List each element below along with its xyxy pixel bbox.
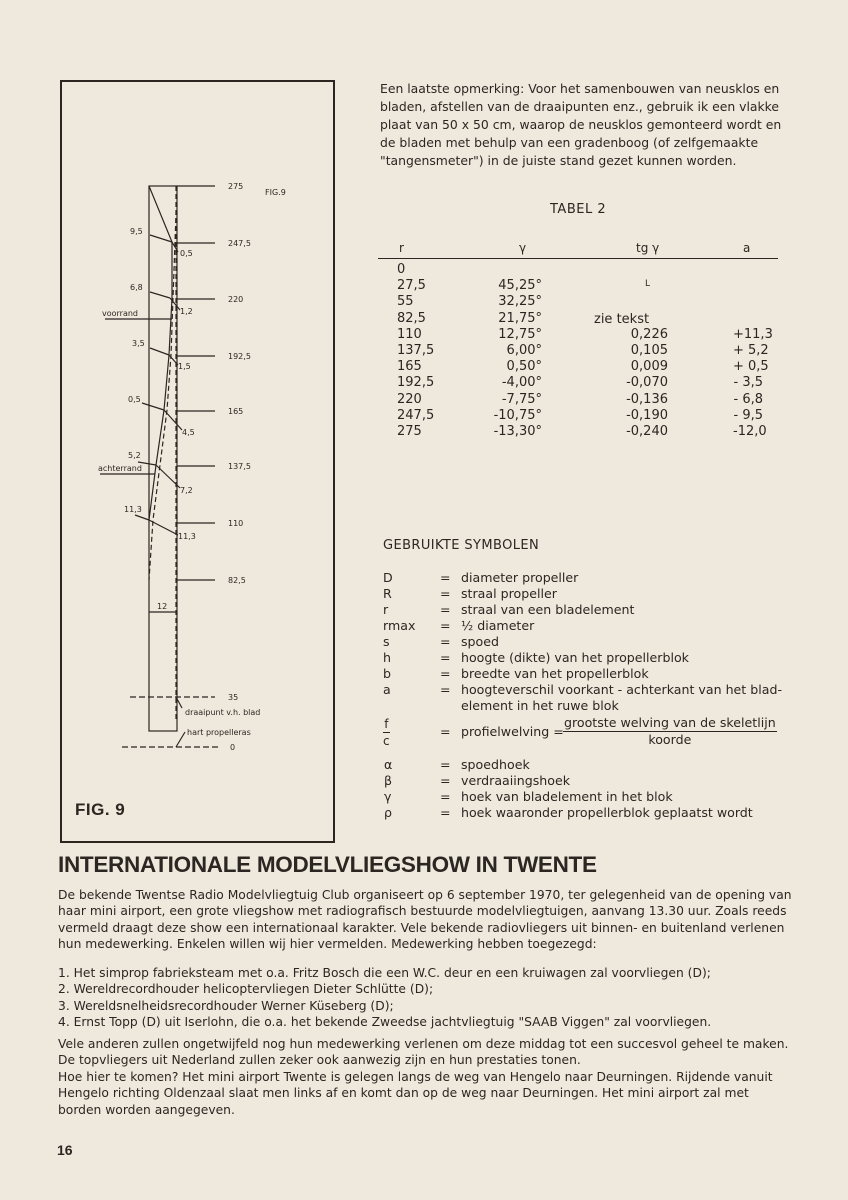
symbol-eq: = [440, 789, 451, 804]
profiel-fraction [563, 715, 777, 748]
table-cell: -12,0 [733, 424, 767, 439]
article-paragraph-1 [58, 887, 793, 953]
offset-left-label: 0,5 [128, 395, 141, 404]
intro-paragraph [380, 80, 800, 170]
offset-right-label: 1,2 [180, 307, 193, 316]
table-header: tg γ [636, 241, 660, 255]
table-cell: - 9,5 [733, 407, 763, 423]
table-cell: 27,5 [397, 278, 426, 294]
table-cell: -7,75° [501, 391, 542, 407]
article-headline: INTERNATIONALE MODELVLIEGSHOW IN TWENTE [58, 852, 597, 877]
table-cell: -0,240 [626, 424, 668, 439]
article-text: Hoe hier te komen? Het mini airport Twente is gelegen langs de weg van Hengelo naar Deurningen. Rijdende vanuit Hengelo richting Oldenzaal slaat men links af en komt dan op de weg naar Deurningen. Het mini airport zal met borden worden aangegeven. [58, 1069, 773, 1117]
article-paragraph-2 [58, 1036, 793, 1118]
station-label: 82,5 [228, 576, 246, 585]
symbol-description: straal van een bladelement [461, 602, 635, 617]
symbol-letter: r [383, 602, 389, 617]
table-cell: 45,25° [498, 278, 542, 294]
list-item: 4. Ernst Topp (D) uit Iserlohn, die o.a. het bekende Zweedse jachtvliegtuig "SAAB Viggen" zal voorvliegen. [58, 1015, 712, 1030]
table-cell: 192,5 [397, 375, 435, 391]
table-cell: 137,5 [397, 343, 435, 358]
table-cell: 55 [397, 294, 414, 310]
symbols-title: GEBRUIKTE SYMBOLEN [383, 538, 540, 553]
station-label: 275 [228, 182, 244, 191]
station-label: 110 [228, 519, 244, 528]
offset-left-label: 3,5 [132, 339, 145, 348]
symbol-eq: = [440, 586, 451, 601]
greek-symbol: ρ [384, 805, 392, 820]
table-cell: 220 [397, 391, 422, 407]
table-cell: 0 [397, 262, 406, 277]
table-cell: - 6,8 [733, 391, 763, 407]
offset-right-label: 1,5 [178, 362, 191, 371]
symbol-letter: s [383, 634, 390, 649]
table-cell: -0,136 [626, 391, 668, 407]
offset-right-label: 11,3 [178, 532, 196, 541]
width-label: 12 [157, 602, 168, 611]
hart-label: hart propelleras [187, 728, 251, 737]
page-number: 16 [57, 1142, 73, 1158]
table-cell: -13,30° [493, 424, 542, 439]
achterrand-label: achterrand [98, 464, 142, 473]
table-cell: -10,75° [493, 407, 542, 423]
symbol-description: breedte van het propellerblok [461, 666, 649, 681]
symbol-letter: b [383, 666, 391, 681]
table-cell: 32,25° [498, 294, 542, 310]
greek-symbol: α [384, 757, 393, 772]
symbol-description: verdraaiingshoek [461, 773, 571, 788]
offset-left-label: 11,3 [124, 505, 142, 514]
list-item: 2. Wereldrecordhouder helicoptervliegen Dieter Schlütte (D); [58, 982, 434, 997]
symbol-eq: = [440, 602, 451, 617]
table-rule [378, 258, 778, 259]
table-cell: + 5,2 [733, 343, 769, 358]
draaipunt-label: draaipunt v.h. blad [185, 708, 261, 717]
offset-right-label: 4,5 [182, 428, 195, 437]
greek-symbol: β [384, 773, 393, 788]
table-cell: 247,5 [397, 407, 435, 423]
table-cell: 165 [397, 359, 422, 375]
station-label: 192,5 [228, 352, 251, 361]
symbol-description: hoogte (dikte) van het propellerblok [461, 650, 689, 665]
table-cell: -0,070 [626, 375, 668, 391]
article-text: De bekende Twentse Radio Modelvliegtuig Club organiseert op 6 september 1970, ter gelegenheid van de opening van haar mini airport, een grote vliegshow met radiografisch bestuurde modelvliegtuigen, aanvang 13.30 uur. Zoals reeds vermeld draagt deze show een internationaal karakter. Vele bekende radiovliegers uit binnen- en buitenland verlenen hun medewerking. Enkelen willen wij hier vermelden. Medewerking hebben toegezegd: [58, 888, 792, 952]
station-label: 35 [228, 693, 239, 702]
symbol-description: diameter propeller [461, 570, 579, 585]
intro-text: Een laatste opmerking: Voor het samenbouwen van neusklos en bladen, afstellen van de draaipunten enz., gebruik ik een vlakke plaat van 50 x 50 cm, waarop de neusklos gemonteerd wordt en de bladen met behulp van een gradenboog (of zelfgemaakte "tangensmeter") in de juiste stand gezet kunnen worden. [380, 81, 782, 168]
symbol-fraction [383, 716, 390, 749]
symbol-eq: = [440, 805, 451, 820]
symbol-eq: = [440, 634, 451, 649]
table-cell: 0,50° [506, 359, 542, 375]
symbol-description: hoek van bladelement in het blok [461, 789, 673, 804]
symbol-letter: h [383, 650, 391, 665]
symbol-description: element in het ruwe blok [461, 698, 619, 713]
table-cell: 0,009 [630, 359, 668, 375]
station-label: 165 [228, 407, 244, 416]
table-cell: 275 [397, 424, 422, 439]
symbol-description: hoogteverschil voorkant - achterkant van het blad- [461, 682, 782, 697]
offset-right-label: 7,2 [180, 486, 193, 495]
list-item: 1. Het simprop fabrieksteam met o.a. Fritz Bosch die een W.C. deur en een kruiwagen zal voorvliegen (D); [58, 966, 711, 980]
profiel-denominator: koorde [648, 732, 692, 747]
symbol-description: spoed [461, 634, 500, 649]
table-note: zie tekst [594, 312, 650, 327]
article-list [58, 965, 793, 1031]
table-title: TABEL 2 [550, 202, 607, 217]
table-header: r [399, 241, 404, 255]
symbol-letter: R [383, 586, 392, 601]
symbol-letter: a [383, 682, 391, 697]
table-header: γ [519, 241, 527, 255]
figure-caption: FIG. 9 [75, 800, 126, 819]
table-cell: 0,226 [630, 326, 668, 342]
table-cell: 0,105 [630, 343, 668, 358]
table-cell: -4,00° [501, 375, 542, 391]
symbol-eq: = [440, 650, 451, 665]
table-cell: 12,75° [498, 326, 542, 342]
table-cell: 110 [397, 326, 422, 342]
greek-symbol: γ [384, 789, 392, 804]
table-cell: - 3,5 [733, 375, 763, 391]
symbol-letter: rmax [383, 618, 416, 633]
profiel-label: profielwelving = [461, 724, 564, 739]
voorrand-label: voorrand [102, 309, 139, 318]
table-cell: -0,190 [626, 407, 668, 423]
offset-left-label: 6,8 [130, 283, 143, 292]
symbol-eq: = [440, 757, 451, 772]
symbol-description: spoedhoek [461, 757, 530, 772]
offset-left-label: 5,2 [128, 451, 141, 460]
list-item: 3. Wereldsnelheidsrecordhouder Werner Küseberg (D); [58, 998, 394, 1013]
blade-block-outline [149, 186, 177, 731]
symbol-letter: D [383, 570, 393, 585]
trailing-edge-line [149, 186, 177, 580]
symbol-eq: = [440, 570, 451, 585]
offset-left-label: 9,5 [130, 227, 143, 236]
article-text: Vele anderen zullen ongetwijfeld nog hun medewerking verlenen om deze middag tot een succesvol geheel te maken. De topvliegers uit Nederland zullen zeker ook aanwezig zijn en hun prestaties tonen. [58, 1037, 789, 1068]
symbol-eq: = [440, 773, 451, 788]
table-cell: 21,75° [498, 310, 542, 326]
station-label: 137,5 [228, 462, 251, 471]
figure-title: FIG.9 [265, 188, 286, 197]
symbol-c: c [383, 734, 390, 748]
table-cell: 6,00° [506, 343, 542, 358]
symbol-eq: = [440, 618, 451, 633]
table-cell: + 0,5 [733, 359, 769, 375]
symbol-eq: = [440, 724, 451, 739]
symbol-description: straal propeller [461, 586, 557, 601]
propeller-blade-diagram [60, 80, 335, 843]
symbol-description: hoek waaronder propellerblok geplaatst wordt [461, 805, 753, 820]
offset-right-label: 0,5 [180, 249, 193, 258]
table-cell: +11,3 [733, 326, 773, 342]
table-cell: 82,5 [397, 310, 426, 326]
station-label: 220 [228, 295, 244, 304]
symbol-eq: = [440, 666, 451, 681]
station-label: 247,5 [228, 239, 251, 248]
symbol-f: f [384, 717, 389, 731]
table-header: a [743, 241, 751, 255]
symbol-eq: = [440, 682, 451, 697]
station-label: 0 [230, 743, 236, 752]
symbol-description: ½ diameter [461, 618, 535, 633]
profiel-numerator: grootste welving van de skeletlijn [564, 715, 776, 730]
stray-mark: L [645, 279, 651, 289]
